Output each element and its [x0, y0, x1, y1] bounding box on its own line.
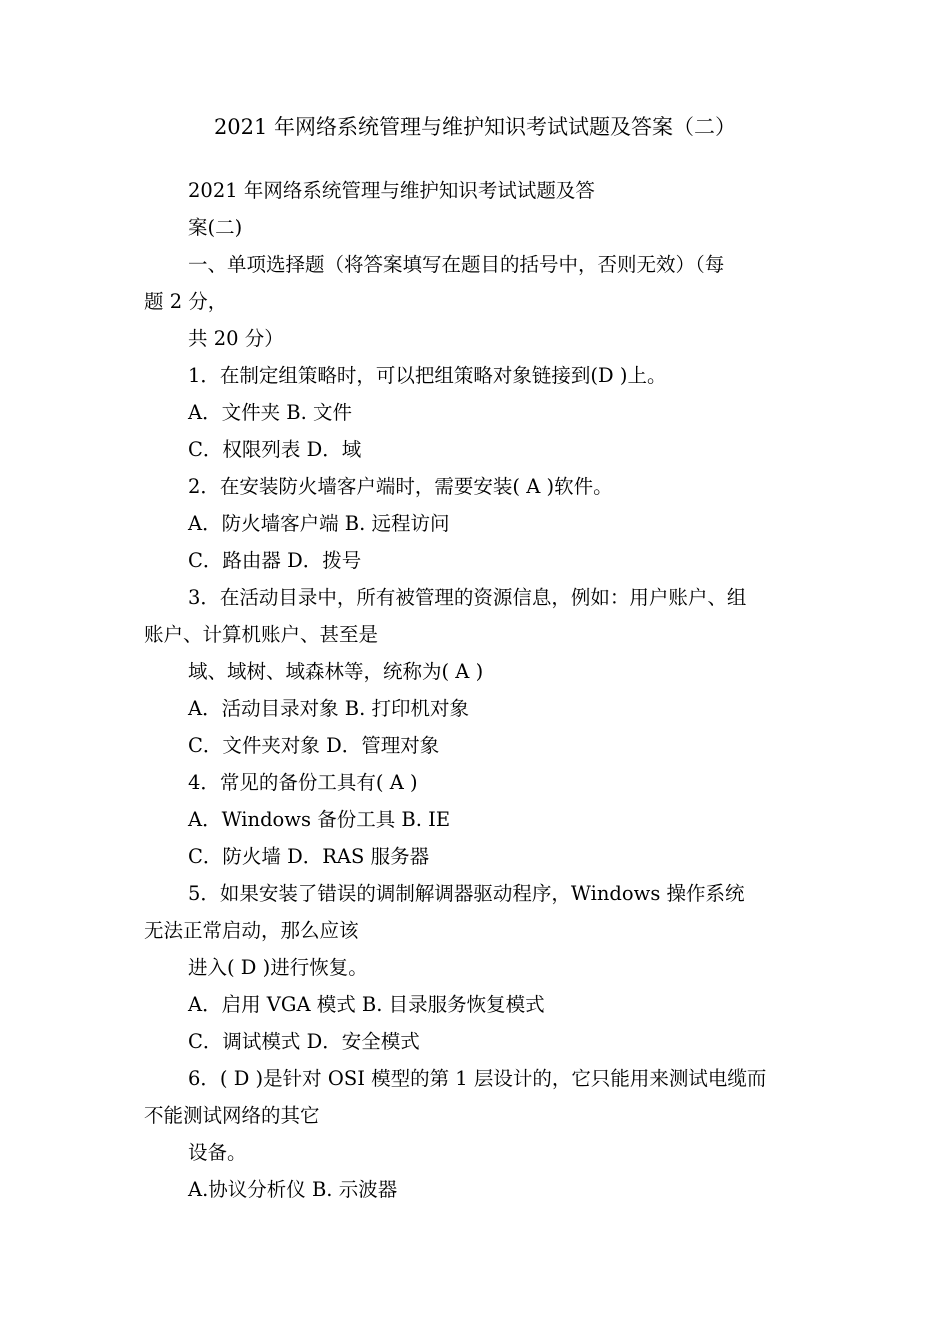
text-line: 5．如果安装了错误的调制解调器驱动程序，Windows 操作系统: [188, 882, 745, 905]
text-line: A．启用 VGA 模式 B. 目录服务恢复模式: [188, 993, 545, 1016]
text-line: 进入( D )进行恢复。: [188, 956, 368, 979]
text-line: 域、域树、域森林等，统称为( A ): [188, 660, 484, 683]
text-line: A．防火墙客户端 B. 远程访问: [188, 512, 450, 535]
text-line: 无法正常启动，那么应该: [144, 919, 359, 942]
text-line: C．权限列表 D．域: [188, 438, 362, 461]
text-line: A.协议分析仪 B. 示波器: [188, 1178, 398, 1201]
text-line: C．防火墙 D．RAS 服务器: [188, 845, 430, 868]
text-line: 2021 年网络系统管理与维护知识考试试题及答: [188, 179, 595, 202]
text-line: 共 20 分）: [188, 327, 284, 350]
text-line: 案(二): [188, 216, 243, 239]
text-line: C．调试模式 D．安全模式: [188, 1030, 420, 1053]
text-line: C．路由器 D．拨号: [188, 549, 362, 572]
text-line: 题 2 分，: [144, 290, 228, 313]
document-title: 2021 年网络系统管理与维护知识考试试题及答案（二）: [213, 115, 737, 139]
text-line: 1．在制定组策略时，可以把组策略对象链接到(D )上。: [188, 364, 667, 387]
text-line: 4．常见的备份工具有( A ): [188, 771, 418, 794]
text-line: 6．( D )是针对 OSI 模型的第 1 层设计的，它只能用来测试电缆而: [188, 1067, 767, 1090]
text-line: 2．在安装防火墙客户端时，需要安装( A )软件。: [188, 475, 613, 498]
text-line: A．文件夹 B. 文件: [188, 401, 353, 424]
text-line: 3．在活动目录中，所有被管理的资源信息，例如：用户账户、组: [188, 586, 747, 609]
text-line: A．活动目录对象 B. 打印机对象: [188, 697, 470, 720]
document-body: [144, 172, 812, 1208]
text-line: A．Windows 备份工具 B. IE: [188, 808, 451, 831]
text-line: 一、单项选择题（将答案填写在题目的括号中，否则无效）（每: [188, 253, 725, 276]
text-line: C．文件夹对象 D．管理对象: [188, 734, 440, 757]
text-line: 账户、计算机账户、甚至是: [144, 623, 379, 646]
text-line: 不能测试网络的其它: [144, 1104, 320, 1127]
text-line: 设备。: [188, 1141, 247, 1164]
